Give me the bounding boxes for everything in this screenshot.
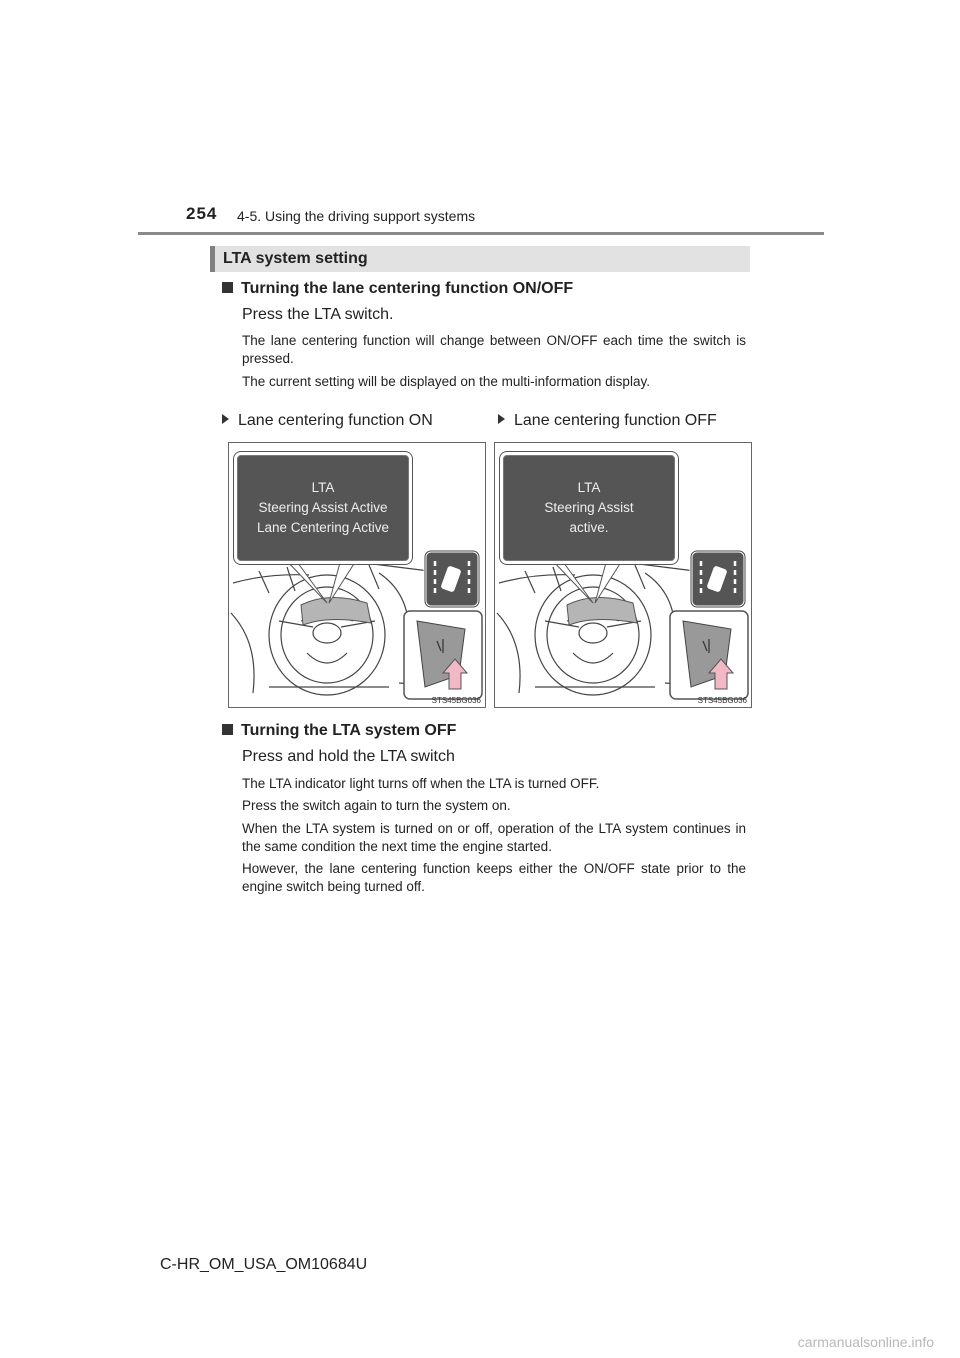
note-keeps-state: However, the lane centering function keeps either the ON/OFF state prior to the engine switch being turned off.	[242, 861, 746, 894]
multi-information-display	[503, 455, 675, 561]
figure-lane-centering-off	[494, 442, 752, 708]
caption-text: Lane centering function ON	[238, 412, 433, 429]
triangle-bullet-icon	[498, 414, 505, 424]
figure-lane-centering-on	[228, 442, 486, 708]
display-line-2: Steering Assist Active	[258, 500, 388, 515]
chapter-title: 4-5. Using the driving support systems	[237, 208, 476, 224]
footer-doc-code: C-HR_OM_USA_OM10684U	[160, 1256, 368, 1273]
section-accent	[210, 246, 215, 272]
note-display: The current setting will be displayed on the multi-information display.	[242, 374, 650, 389]
caption-off	[498, 412, 717, 430]
note-same-condition: When the LTA system is turned on or off, operation of the LTA system continues in the same condition the next time the engine started.	[242, 821, 746, 854]
square-bullet-icon	[222, 282, 233, 293]
instruction-press-hold: Press and hold the LTA switch	[242, 748, 455, 765]
section-title: LTA system setting	[223, 250, 368, 267]
triangle-bullet-icon	[222, 414, 229, 424]
figure-code: STS45BG036	[697, 696, 747, 705]
caption-on	[222, 412, 433, 430]
section-bar	[210, 246, 750, 272]
multi-information-display	[237, 455, 409, 561]
display-line-3: Lane Centering Active	[256, 520, 390, 535]
page-number: 254	[186, 204, 218, 223]
subheading-text: Turning the LTA system OFF	[241, 722, 457, 739]
instruction-press-switch: Press the LTA switch.	[242, 306, 394, 323]
display-line-1: LTA	[311, 480, 335, 495]
watermark: carmanualsonline.info	[797, 1334, 934, 1350]
display-line-3: active.	[569, 520, 609, 535]
note-indicator-off: The LTA indicator light turns off when the LTA is turned OFF.	[242, 776, 600, 791]
subheading-text: Turning the lane centering function ON/OFF	[241, 280, 574, 297]
subheading-lta-off	[222, 722, 456, 740]
caption-text: Lane centering function OFF	[514, 412, 717, 429]
display-line-2: Steering Assist	[544, 500, 634, 515]
subheading-lane-centering	[222, 280, 573, 298]
square-bullet-icon	[222, 724, 233, 735]
display-line-1: LTA	[577, 480, 601, 495]
note-press-again: Press the switch again to turn the system on.	[242, 798, 511, 813]
note-toggle: The lane centering function will change between ON/OFF each time the switch is pressed.	[242, 333, 746, 366]
header-rule	[138, 232, 824, 235]
figure-code: STS45BG036	[431, 696, 481, 705]
